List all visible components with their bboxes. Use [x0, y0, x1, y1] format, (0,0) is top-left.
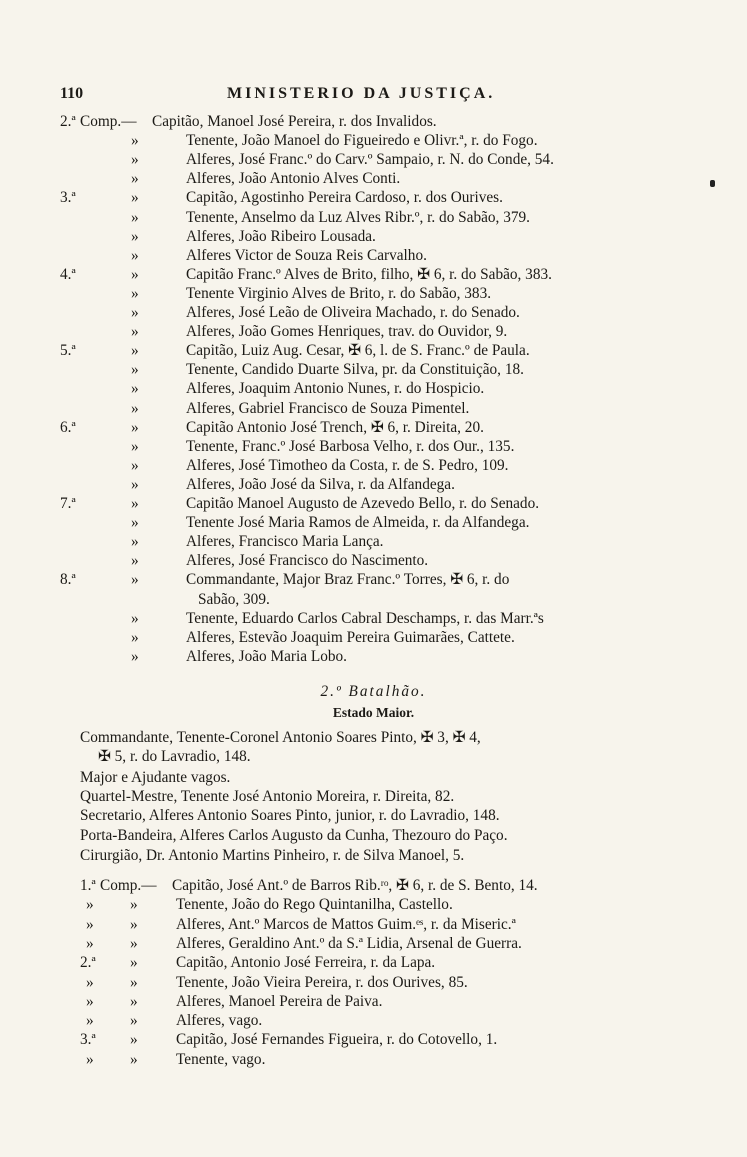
entry-text: Alferes, Manoel Pereira de Paiva.: [176, 992, 383, 1010]
staff-line: Major e Ajudante vagos.: [80, 769, 231, 786]
ditto-mark: »: [131, 380, 139, 398]
entry-text: Alferes, vago.: [176, 1012, 263, 1030]
company-number: 8.ª: [60, 571, 76, 589]
ditto-mark: »: [131, 533, 139, 551]
margin-mark: [710, 180, 715, 187]
entry-text: Sabão, 309.: [198, 590, 270, 608]
ditto-mark: »: [131, 399, 139, 417]
ditto-mark: »: [131, 552, 139, 570]
entry-text: Capitão, José Fernandes Figueira, r. do Cotovello, 1.: [176, 1031, 498, 1049]
company-number: 2.ª: [80, 954, 96, 972]
staff-line: Quartel-Mestre, Tenente José Antonio Moreira, r. Direita, 82.: [80, 788, 455, 805]
company-number: 5.ª: [60, 342, 76, 360]
ditto-mark: »: [131, 514, 139, 532]
ditto-mark: »: [131, 265, 139, 283]
ditto-mark: »: [131, 170, 139, 188]
ditto-mark: »: [131, 609, 139, 627]
entry-text: Alferes, João Gomes Henriques, trav. do Ouvidor, 9.: [186, 323, 508, 341]
entry-text: Capitão Antonio José Trench, ✠ 6, r. Direita, 20.: [186, 418, 484, 436]
company-number: »: [86, 973, 94, 991]
entry-text: Alferes, João Ribeiro Lousada.: [186, 227, 376, 245]
ditto-mark: »: [130, 973, 138, 991]
entry-text: Tenente, Franc.º José Barbosa Velho, r. dos Our., 135.: [186, 437, 515, 455]
ditto-mark: »: [131, 284, 139, 302]
ditto-mark: »: [130, 954, 138, 972]
ditto-mark: »: [130, 992, 138, 1010]
ditto-mark: »: [131, 189, 139, 207]
ditto-mark: »: [131, 495, 139, 512]
entry-text: Alferes, José Francisco do Nascimento.: [186, 552, 429, 570]
ditto-mark: »: [130, 915, 138, 933]
company-number: »: [86, 896, 94, 914]
entry-text: Capitão, Luiz Aug. Cesar, ✠ 6, l. de S. Franc.º de Paula.: [186, 342, 530, 360]
company-number: »: [86, 992, 94, 1010]
company-number: »: [86, 1012, 94, 1030]
ditto-mark: »: [131, 132, 139, 150]
company-number: 3.ª: [60, 189, 76, 207]
battalion-heading: 2.º Batalhão.: [320, 683, 427, 700]
entry-text: Capitão, José Ant.º de Barros Rib.ʳᵒ, ✠ 6, r. de S. Bento, 14.: [172, 877, 538, 894]
entry-text: Capitão, Agostinho Pereira Cardoso, r. dos Ourives.: [186, 189, 503, 207]
entry-text: Capitão Manoel Augusto de Azevedo Bello, r. do Senado.: [186, 495, 540, 512]
staff-line: Commandante, Tenente-Coronel Antonio Soares Pinto, ✠ 3, ✠ 4,: [80, 729, 481, 746]
ditto-mark: »: [131, 151, 139, 169]
company-number: 1.ª: [80, 877, 96, 894]
staff-line: ✠ 5, r. do Lavradio, 148.: [98, 748, 251, 765]
ditto-mark: Comp.—: [80, 113, 137, 130]
entry-text: Tenente, vago.: [176, 1050, 266, 1068]
entry-text: Capitão, Antonio José Ferreira, r. da Lapa.: [176, 954, 436, 972]
entry-text: Tenente, Candido Duarte Silva, pr. da Constituição, 18.: [186, 361, 524, 379]
page-number: 110: [60, 85, 84, 102]
ditto-mark: »: [131, 304, 139, 321]
entry-text: Alferes, Ant.º Marcos de Mattos Guim.ᵉˢ, r. da Miseric.ª: [176, 915, 516, 933]
page-title: MINISTERIO DA JUSTIÇA.: [227, 85, 496, 102]
ditto-mark: »: [131, 208, 139, 226]
entry-text: Alferes, Francisco Maria Lança.: [186, 533, 384, 551]
page-header: [52, 85, 664, 109]
ditto-mark: »: [131, 227, 139, 245]
company-number: »: [86, 1050, 94, 1068]
entry-text: Alferes, Gabriel Francisco de Souza Pimentel.: [186, 399, 470, 417]
company-number: 2.ª: [60, 113, 76, 130]
entry-text: Alferes, José Leão de Oliveira Machado, r. do Senado.: [186, 304, 520, 321]
entry-text: Tenente, João Manoel do Figueiredo e Olivr.ª, r. do Fogo.: [186, 132, 538, 150]
entry-text: Capitão Franc.º Alves de Brito, filho, ✠ 6, r. do Sabão, 383.: [186, 265, 552, 283]
entry-text: Alferes, José Franc.º do Carv.º Sampaio, r. N. do Conde, 54.: [186, 151, 554, 169]
entry-text: Tenente, João do Rego Quintanilha, Castello.: [176, 896, 453, 914]
company-number: 4.ª: [60, 265, 76, 283]
entry-text: Alferes, Estevão Joaquim Pereira Guimarães, Cattete.: [186, 628, 515, 646]
ditto-mark: »: [131, 647, 139, 665]
ditto-mark: »: [130, 896, 138, 914]
ditto-mark: »: [131, 361, 139, 379]
entry-text: Tenente José Maria Ramos de Almeida, r. da Alfandega.: [186, 514, 530, 532]
entry-text: Tenente, João Vieira Pereira, r. dos Ourives, 85.: [176, 973, 468, 991]
ditto-mark: »: [131, 571, 139, 589]
ditto-mark: »: [131, 342, 139, 360]
staff-line: Cirurgião, Dr. Antonio Martins Pinheiro, r. de Silva Manoel, 5.: [80, 847, 465, 864]
entry-text: Tenente, Eduardo Carlos Cabral Deschamps, r. das Marr.ªs: [186, 609, 544, 627]
ditto-mark: »: [131, 418, 139, 436]
entry-text: Alferes Victor de Souza Reis Carvalho.: [186, 246, 427, 264]
ditto-mark: »: [130, 1031, 138, 1049]
entry-text: Alferes, João Maria Lobo.: [186, 647, 347, 665]
ditto-mark: »: [131, 323, 139, 341]
ditto-mark: »: [131, 456, 139, 474]
entry-text: Alferes, Joaquim Antonio Nunes, r. do Hospicio.: [186, 380, 485, 398]
ditto-mark: »: [130, 934, 138, 952]
staff-line: Porta-Bandeira, Alferes Carlos Augusto da Cunha, Thezouro do Paço.: [80, 827, 508, 844]
entry-text: Tenente Virginio Alves de Brito, r. do Sabão, 383.: [186, 284, 492, 302]
company-number: »: [86, 934, 94, 952]
staff-subheading: Estado Maior.: [332, 705, 415, 720]
entry-text: Alferes, Geraldino Ant.º da S.ª Lidia, Arsenal de Guerra.: [176, 934, 522, 952]
entry-text: Alferes, João Antonio Alves Conti.: [186, 170, 401, 188]
ditto-mark: »: [130, 1012, 138, 1030]
ditto-mark: »: [131, 437, 139, 455]
company-number: 6.ª: [60, 418, 76, 436]
company-number: »: [86, 915, 94, 933]
company-number: 3.ª: [80, 1031, 96, 1049]
ditto-mark: »: [131, 475, 139, 493]
ditto-mark: »: [131, 246, 139, 264]
company-number: 7.ª: [60, 495, 76, 512]
entry-text: Tenente, Anselmo da Luz Alves Ribr.º, r. do Sabão, 379.: [186, 208, 530, 226]
ditto-mark: Comp.—: [100, 877, 157, 894]
entry-text: Capitão, Manoel José Pereira, r. dos Invalidos.: [152, 113, 437, 130]
entry-text: Alferes, João José da Silva, r. da Alfandega.: [186, 475, 455, 493]
ditto-mark: »: [130, 1050, 138, 1068]
ditto-mark: »: [131, 628, 139, 646]
entry-text: Commandante, Major Braz Franc.º Torres, ✠ 6, r. do: [186, 571, 510, 589]
entry-text: Alferes, José Timotheo da Costa, r. de S. Pedro, 109.: [186, 456, 509, 474]
staff-line: Secretario, Alferes Antonio Soares Pinto, junior, r. do Lavradio, 148.: [80, 807, 500, 824]
